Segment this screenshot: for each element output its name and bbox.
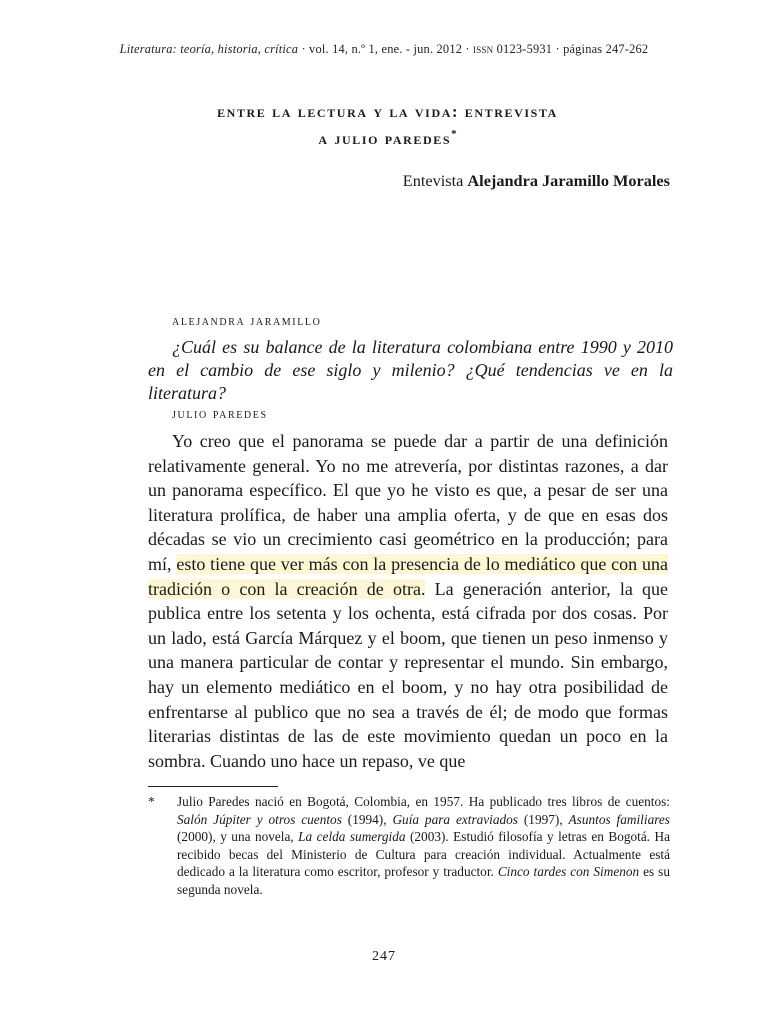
footnote-mark: * xyxy=(148,794,155,809)
footnote-part: (2000), y una novela, xyxy=(177,829,299,845)
book-title: Asuntos familiares xyxy=(568,811,670,827)
footnote xyxy=(148,793,670,899)
byline-author: Alejandra Jaramillo Morales xyxy=(467,171,670,190)
title-footnote-mark[interactable]: * xyxy=(451,128,457,140)
book-title: Cinco tardes con Simenon xyxy=(497,864,640,880)
interview-answer xyxy=(148,429,668,773)
journal-title: Literatura: teoría, historia, crítica xyxy=(119,42,299,56)
issn-label: issn xyxy=(473,42,494,56)
footnote-part: (1997), xyxy=(517,811,569,827)
book-title: Guía para extraviados xyxy=(392,811,518,827)
journal-details: · vol. 14, n.º 1, ene. - jun. 2012 · xyxy=(298,42,474,56)
title-line-2-text: a julio paredes xyxy=(318,129,452,148)
footnote-part: (1994), xyxy=(341,811,393,827)
running-header xyxy=(0,42,768,57)
speaker-interviewer: alejandra jaramillo xyxy=(172,314,322,329)
title-line-1: entre la lectura y la vida: entrevista xyxy=(217,102,558,121)
footnote-part: (2003). Estudió filosofía y letras en Bogotá. Ha recibido becas del Ministerio de Cultura para creación individual. Actualmente está dedicado a la literatura como escritor, profesor y traductor. xyxy=(177,829,671,880)
interview-question: ¿Cuál es su balance de la literatura colombiana entre 1990 y 2010 en el cambio de ese siglo y milenio? ¿Qué tendencias ve en la literatura? xyxy=(148,337,673,403)
answer-text-after: La generación anterior, la que publica entre los setenta y los ochenta, está cifrada por dos cosas. Por un lado, está García Márquez y el boom, que tienen un peso inmenso y una manera particular de contar y representar el mundo. Sin embargo, hay un elemento mediático en el boom, y no hay otra posibilidad de enfrentarse al publico que no sea a través de él; de modo que formas literarias distintas de las de este movimiento quedan un poco en la sombra. Cuando uno hace un repaso, ve que xyxy=(148,578,668,771)
journal-pages: 0123-5931 · páginas 247-262 xyxy=(493,42,649,56)
footnote-part: Julio Paredes nació en Bogotá, Colombia, en 1957. Ha publicado tres libros de cuentos: xyxy=(177,794,670,809)
highlighted-passage: esto tiene que ver más con la presencia de lo mediático que con una tradición o con la creación de otra. xyxy=(148,553,668,599)
speaker-interviewee: julio paredes xyxy=(172,407,268,422)
footnote-part: es su segunda novela. xyxy=(177,864,670,897)
title-line-2 xyxy=(140,123,635,150)
byline-prefix: Entevista xyxy=(402,171,464,190)
page-number: 247 xyxy=(372,949,396,964)
footnote-rule xyxy=(148,786,278,787)
article-title xyxy=(140,100,635,150)
footnote-text xyxy=(177,793,670,899)
byline xyxy=(403,171,670,191)
book-title: Salón Júpiter y otros cuentos xyxy=(177,811,342,827)
answer-text-before: Yo creo que el panorama se puede dar a partir de una definición relativamente general. Yo no me atrevería, por distintas razones, a dar un panorama específico. El que yo he visto es que, a pesar de ser una literatura prolífica, de haber una amplia oferta, y de que en esas dos décadas se vio un crecimiento casi geométrico en la producción; para mí, xyxy=(148,431,668,574)
book-title: La celda sumergida xyxy=(298,829,406,845)
